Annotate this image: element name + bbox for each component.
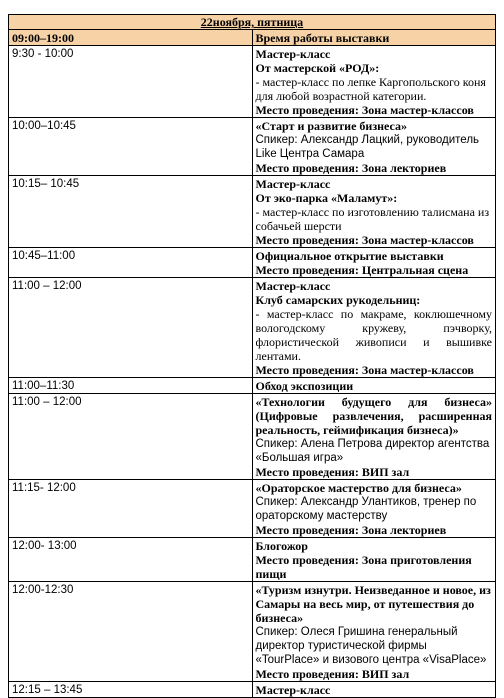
event-title: Мастер-класс <box>255 683 331 697</box>
event-details <box>252 582 496 682</box>
event-time: 10:00–10:45 <box>9 118 253 176</box>
event-time: 10:15– 10:45 <box>9 176 253 248</box>
event-organizer: Клуб самарских рукодельниц: <box>255 293 421 307</box>
event-title: «Ораторское мастерство для бизнеса» <box>255 481 462 495</box>
event-title: Официальное открытие выставки <box>255 249 444 263</box>
exhibition-hours-row <box>9 30 496 46</box>
schedule-row <box>9 394 496 480</box>
event-place: Место проведения: Зона мастер-классов <box>255 363 474 377</box>
event-time: 11:00–11:30 <box>9 378 253 394</box>
event-time: 11:15- 12:00 <box>9 480 253 538</box>
event-time: 11:00 – 12:00 <box>9 278 253 378</box>
schedule-row <box>9 46 496 118</box>
event-details <box>252 394 496 480</box>
event-place: Место проведения: Зона приготовления пищи <box>255 553 472 581</box>
day-header: 22ноября, пятница <box>9 15 496 30</box>
event-title: «Туризм изнутри. Неизведанное и новое, из Самары на весь мир, от путешествия до бизнеса» <box>255 583 491 625</box>
event-place: Место проведения: ВИП зал <box>255 667 410 681</box>
event-description: - мастер-класс по изготовлению талисмана из собачьей шерсти <box>255 205 490 233</box>
event-time: 12:15 – 13:45 <box>9 682 253 698</box>
event-title: «Старт и развитие бизнеса» <box>255 119 407 133</box>
event-title: «Технологии будущего для бизнеса» (Цифровые развлечения, расширенная реальность, геймификация бизнеса)» <box>255 395 492 437</box>
event-speaker: Спикер: Александр Лацкий, руководитель Like Центра Самара <box>255 134 480 160</box>
event-details <box>252 538 496 582</box>
event-place: Место проведения: Зона мастер-классов <box>255 103 474 117</box>
event-details <box>252 378 496 394</box>
event-place: Место проведения: Зона мастер-классов <box>255 233 474 247</box>
event-time: 12:00-12:30 <box>9 582 253 682</box>
schedule-row <box>9 378 496 394</box>
event-place: Место проведения: ВИП зал <box>255 465 410 479</box>
event-time: 11:00 – 12:00 <box>9 394 253 480</box>
schedule-row <box>9 248 496 278</box>
event-title: Мастер-класс <box>255 279 331 293</box>
schedule-row <box>9 682 496 698</box>
schedule-table <box>8 14 496 698</box>
event-time: 12:00- 13:00 <box>9 538 253 582</box>
event-details <box>252 278 496 378</box>
event-description: - мастер-класс по лепке Каргопольского коня для любой возрастной категории. <box>255 75 486 103</box>
event-speaker: Спикер: Алена Петрова директор агентства «Большая игра» <box>255 438 490 464</box>
event-place: Место проведения: Зона лекториев <box>255 523 447 537</box>
schedule-row <box>9 278 496 378</box>
event-details <box>252 176 496 248</box>
event-details <box>252 46 496 118</box>
schedule-row <box>9 582 496 682</box>
schedule-row <box>9 176 496 248</box>
event-title: Блогожор <box>255 539 308 553</box>
event-organizer: От мастерской «РОД»: <box>255 61 380 75</box>
event-details <box>252 118 496 176</box>
event-details <box>252 682 496 698</box>
event-title: Мастер-класс <box>255 47 331 61</box>
schedule-row <box>9 480 496 538</box>
schedule-row <box>9 118 496 176</box>
event-time: 9:30 - 10:00 <box>9 46 253 118</box>
event-organizer: От эко-парка «Маламут»: <box>255 191 398 205</box>
exhibition-hours-label: Время работы выставки <box>252 30 496 46</box>
event-place: Место проведения: Зона лекториев <box>255 161 447 175</box>
event-place: Место проведения: Центральная сцена <box>255 263 469 277</box>
event-title: Обход экспозиции <box>255 379 354 393</box>
event-speaker: Спикер: Александр Улантиков, тренер по ораторскому мастерству <box>255 496 477 522</box>
event-speaker: Спикер: Олеся Гришина генеральный директор туристической фирмы «TourPlace» и визового центра «VisaPlace» <box>255 626 487 666</box>
exhibition-hours-time: 09:00–19:00 <box>9 30 253 46</box>
event-description: - мастер-класс по макраме, коклюшечному вологодскому кружеву, пэчворку, флористической живописи и вышивке лентами. <box>255 307 492 363</box>
event-time: 10:45–11:00 <box>9 248 253 278</box>
event-details <box>252 248 496 278</box>
schedule-row <box>9 538 496 582</box>
event-title: Мастер-класс <box>255 177 331 191</box>
day-header-row <box>9 15 496 30</box>
event-details <box>252 480 496 538</box>
